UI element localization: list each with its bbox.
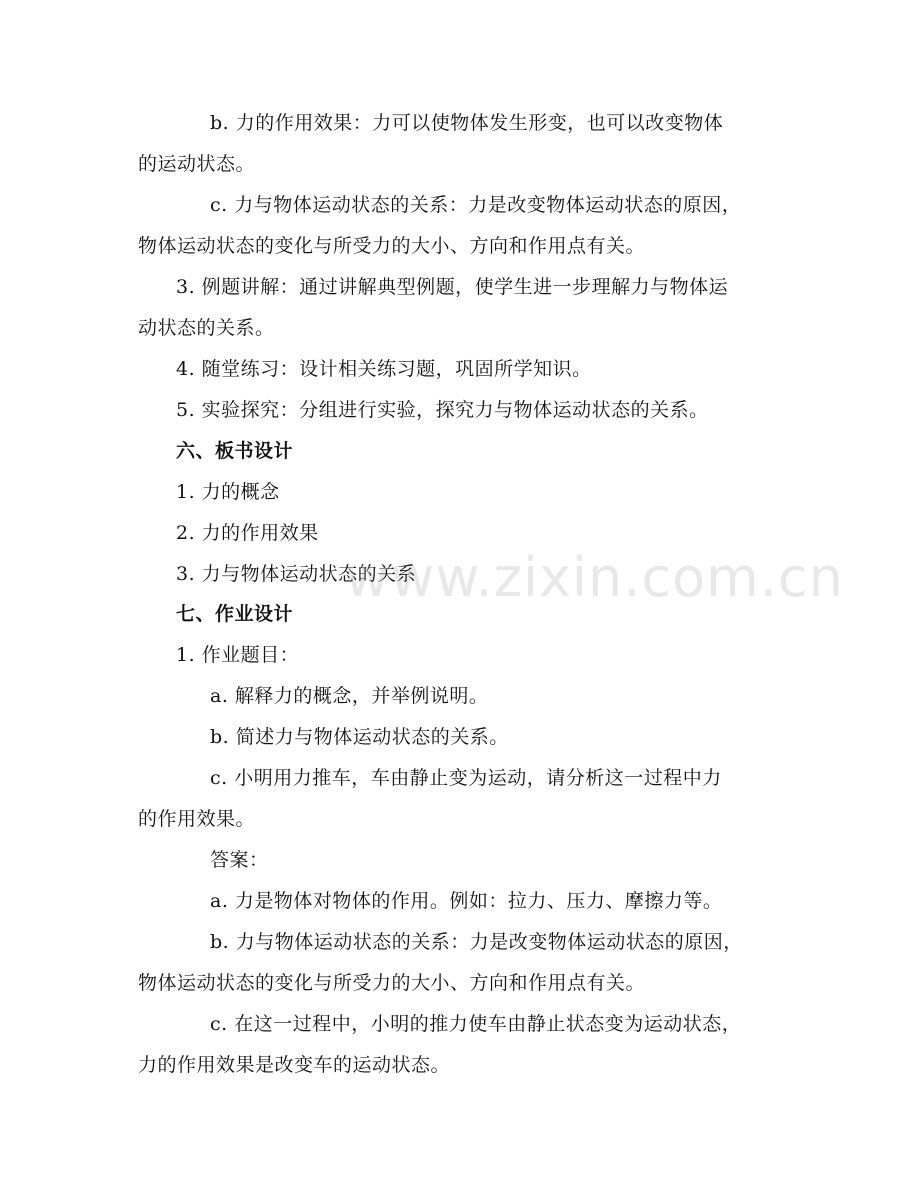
text-line: 物体运动状态的变化与所受力的大小、方向和作用点有关。 bbox=[138, 235, 646, 257]
text-line: 物体运动状态的变化与所受力的大小、方向和作用点有关。 bbox=[138, 972, 646, 994]
answer-item: b. 力与物体运动状态的关系：力是改变物体运动状态的原因， bbox=[210, 931, 743, 953]
list-item: 1. 作业题目： bbox=[176, 644, 300, 666]
text-line: 的作用效果。 bbox=[138, 808, 256, 830]
list-item: 2. 力的作用效果 bbox=[176, 522, 319, 544]
answer-item: a. 力是物体对物体的作用。例如：拉力、压力、摩擦力等。 bbox=[210, 890, 723, 912]
text-line: b. 力的作用效果：力可以使物体发生形变，也可以改变物体 bbox=[210, 112, 724, 134]
question-item: b. 简述力与物体运动状态的关系。 bbox=[210, 726, 509, 748]
text-line: c. 力与物体运动状态的关系：力是改变物体运动状态的原因， bbox=[210, 194, 742, 216]
text-line: 4. 随堂练习：设计相关练习题，巩固所学知识。 bbox=[176, 358, 592, 380]
answer-label: 答案： bbox=[210, 849, 269, 871]
question-item: a. 解释力的概念，并举例说明。 bbox=[210, 685, 489, 707]
section-heading-board-design: 六、板书设计 bbox=[176, 440, 294, 462]
watermark: www.zixin.com.cn bbox=[345, 546, 844, 609]
text-line: 的运动状态。 bbox=[138, 153, 256, 175]
text-line: 动状态的关系。 bbox=[138, 317, 275, 339]
list-item: 1. 力的概念 bbox=[176, 481, 280, 503]
text-line: 力的作用效果是改变车的运动状态。 bbox=[138, 1054, 451, 1076]
text-line: 5. 实验探究：分组进行实验，探究力与物体运动状态的关系。 bbox=[176, 399, 709, 421]
question-item: c. 小明用力推车，车由静止变为运动，请分析这一过程中力 bbox=[210, 767, 722, 789]
answer-item: c. 在这一过程中，小明的推力使车由静止状态变为运动状态， bbox=[210, 1013, 742, 1035]
list-item: 3. 力与物体运动状态的关系 bbox=[176, 563, 417, 585]
section-heading-homework-design: 七、作业设计 bbox=[176, 603, 294, 625]
text-line: 3. 例题讲解：通过讲解典型例题，使学生进一步理解力与物体运 bbox=[176, 276, 729, 298]
